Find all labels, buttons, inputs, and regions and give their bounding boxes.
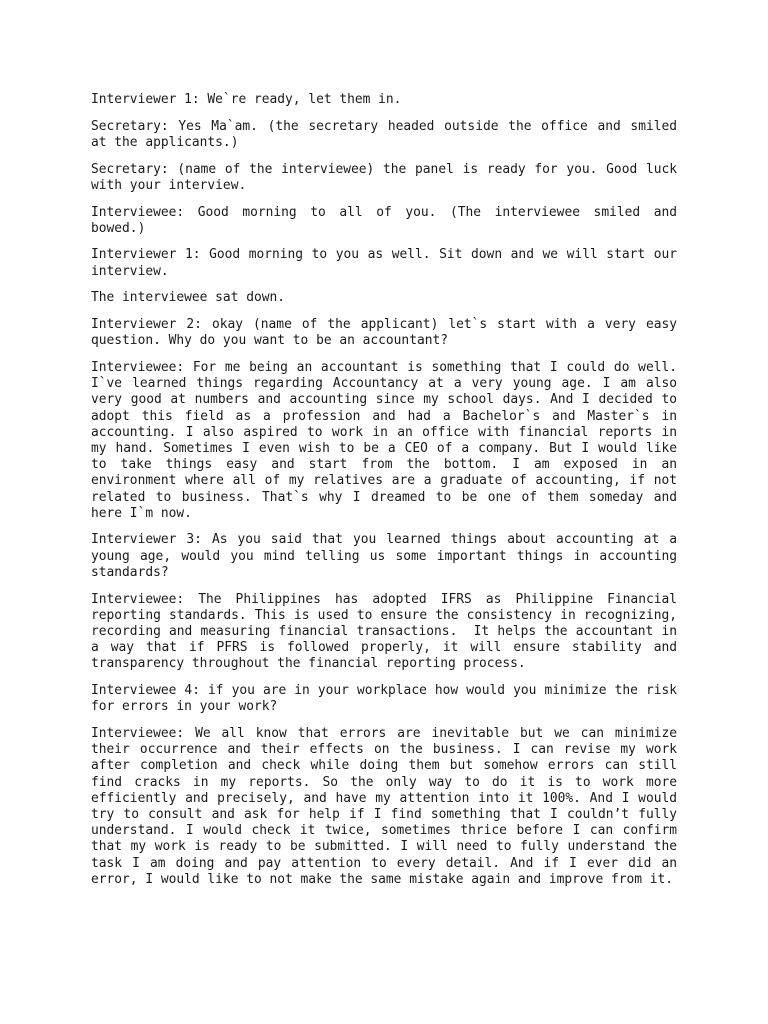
dialogue-line-interviewee-answer-2: Interviewee: The Philippines has adopted IFRS as Philippine Financial reporting standards. This is used to ensure the consistency in recognizing, recording and measuring financial transactions. It helps the accountant in a way that if PFRS is followed properly, it will ensure stability and transparency throughout the financial reporting process. bbox=[91, 591, 685, 672]
dialogue-line-secretary-panel-ready: Secretary: (name of the interviewee) the panel is ready for you. Good luck with your interview. bbox=[91, 161, 685, 193]
narration-sat-down: The interviewee sat down. bbox=[91, 290, 286, 306]
dialogue-line-secretary-yes: Secretary: Yes Ma`am. (the secretary headed outside the office and smiled at the applicants.) bbox=[91, 118, 685, 150]
dialogue-line-interviewer-1-greeting: Interviewer 1: Good morning to you as well. Sit down and we will start our interview. bbox=[91, 247, 685, 279]
dialogue-line-interviewee-answer-3: Interviewee: We all know that errors are inevitable but we can minimize their occurrence and their effects on the business. I can revise my work after completion and check while doing them but somehow errors can still find cracks in my reports. So the only way to do it is to work more efficiently and precisely, and have my attention into it 100%. And I would try to consult and ask for help if I find something that I couldn’t fully understand. I would check it twice, sometimes thrice before I can confirm that my work is ready to be submitted. I will need to fully understand the task I am doing and pay attention to every detail. And if I ever did an error, I would like to not make the same mistake again and improve from it. bbox=[91, 726, 685, 887]
dialogue-line-interviewee-answer-1: Interviewee: For me being an accountant is something that I could do well. I`ve learned things regarding Accountancy at a very young age. I am also very good at numbers and accounting since my school days. And I decided to adopt this field as a profession and had a Bachelor`s and Master`s in accounting. I also aspired to work in an office with financial reports in my hand. Sometimes I even wish to be a CEO of a company. But I would like to take things easy and start from the bottom. I am exposed in an environment where all of my relatives are a graduate of accounting, if not related to business. That`s why I dreamed to be one of them someday and here I`m now. bbox=[91, 359, 685, 521]
dialogue-line-interviewer-1-ready: Interviewer 1: We`re ready, let them in. bbox=[91, 92, 402, 107]
dialogue-line-interviewer-2-question: Interviewer 2: okay (name of the applicant) let`s start with a very easy question. Why do you want to be an accountant? bbox=[91, 317, 685, 349]
dialogue-line-interviewee-4-question: Interviewee 4: if you are in your workplace how would you minimize the risk for errors in your work? bbox=[91, 683, 685, 715]
dialogue-line-interviewee-greeting: Interviewee: Good morning to all of you. (The interviewee smiled and bowed.) bbox=[91, 204, 685, 236]
document-page bbox=[91, 92, 685, 899]
dialogue-line-interviewer-3-question: Interviewer 3: As you said that you learned things about accounting at a young age, would you mind telling us some important things in accounting standards? bbox=[91, 532, 685, 580]
